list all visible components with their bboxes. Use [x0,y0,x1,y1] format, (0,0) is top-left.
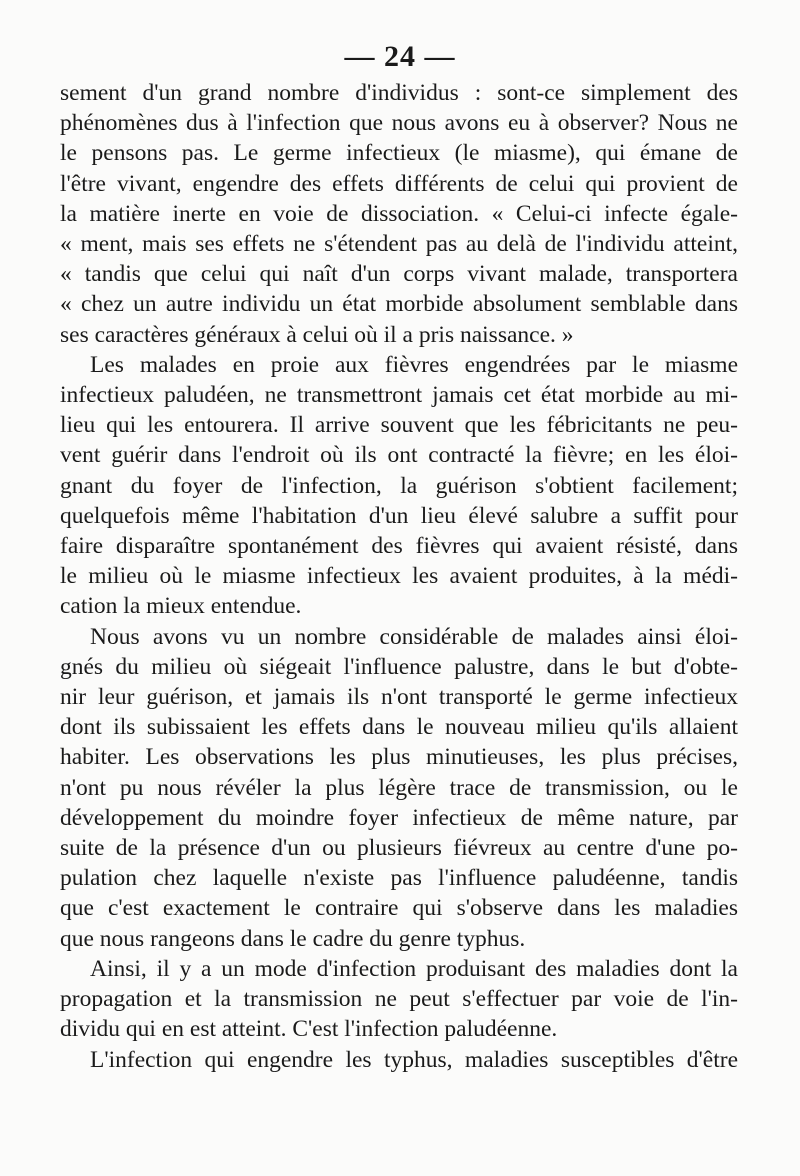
body-text [60,78,738,1075]
text-line: pulation chez laquelle n'existe pas l'influence paludéenne, tandis [60,865,738,892]
text-line: la matière inerte en voie de dissociation. « Celui-ci infecte égale- [60,200,738,227]
page-number: — 24 — [344,40,456,73]
text-line: le milieu où le miasme infectieux les avaient produites, à la médi- [60,563,738,590]
text-line: dividu qui en est atteint. C'est l'infection paludéenne. [60,1016,558,1043]
text-line: ses caractères généraux à celui où il a pris naissance. » [60,321,574,348]
text-line: vent guérir dans l'endroit où ils ont contracté la fièvre; en les éloi- [60,442,738,469]
text-line: « chez un autre individu un état morbide absolument semblable dans [60,291,738,318]
text-line: propagation et la transmission ne peut s'effectuer par voie de l'in- [60,986,738,1013]
text-line: que c'est exactement le contraire qui s'observe dans les maladies [60,895,738,922]
text-line: n'ont pu nous révéler la plus légère trace de transmission, ou le [60,774,738,801]
text-line: habiter. Les observations les plus minutieuses, les plus précises, [60,744,738,771]
text-line: gnant du foyer de l'infection, la guérison s'obtient facilement; [60,472,738,499]
text-line: faire disparaître spontanément des fièvres qui avaient résisté, dans [60,533,738,560]
text-line: lieu qui les entourera. Il arrive souvent que les fébricitants ne peu- [60,412,738,439]
text-line: nir leur guérison, et jamais ils n'ont transporté le germe infectieux [60,684,738,711]
text-line: quelquefois même l'habitation d'un lieu élevé salubre a suffit pour [60,502,738,529]
text-line: phénomènes dus à l'infection que nous avons eu à observer? Nous ne [60,110,738,137]
text-line: développement du moindre foyer infectieux de même nature, par [60,804,738,831]
text-line: suite de la présence d'un ou plusieurs fiévreux au centre d'une po- [60,835,738,862]
text-line: gnés du milieu où siégeait l'influence palustre, dans le but d'obte- [60,653,738,680]
text-line: le pensons pas. Le germe infectieux (le miasme), qui émane de [60,140,738,167]
text-line: l'être vivant, engendre des effets différents de celui qui provient de [60,170,738,197]
text-line: Ainsi, il y a un mode d'infection produisant des maladies dont la [90,955,738,982]
text-line: sement d'un grand nombre d'individus : sont-ce simplement des [60,80,738,106]
text-line: cation la mieux entendue. [60,593,302,620]
text-line: « tandis que celui qui naît d'un corps vivant malade, transportera [60,261,738,288]
text-line: infectieux paludéen, ne transmettront jamais cet état morbide au mi- [60,382,738,409]
text-line: dont ils subissaient les effets dans le nouveau milieu qu'ils allaient [60,714,738,741]
text-line: L'infection qui engendre les typhus, maladies susceptibles d'être [90,1046,738,1073]
text-line: « ment, mais ses effets ne s'étendent pas au delà de l'individu atteint, [60,231,738,258]
text-line: Les malades en proie aux fièvres engendrées par le miasme [90,351,738,378]
text-line: Nous avons vu un nombre considérable de malades ainsi éloi- [90,623,738,650]
text-line: que nous rangeons dans le cadre du genre typhus. [60,925,526,952]
